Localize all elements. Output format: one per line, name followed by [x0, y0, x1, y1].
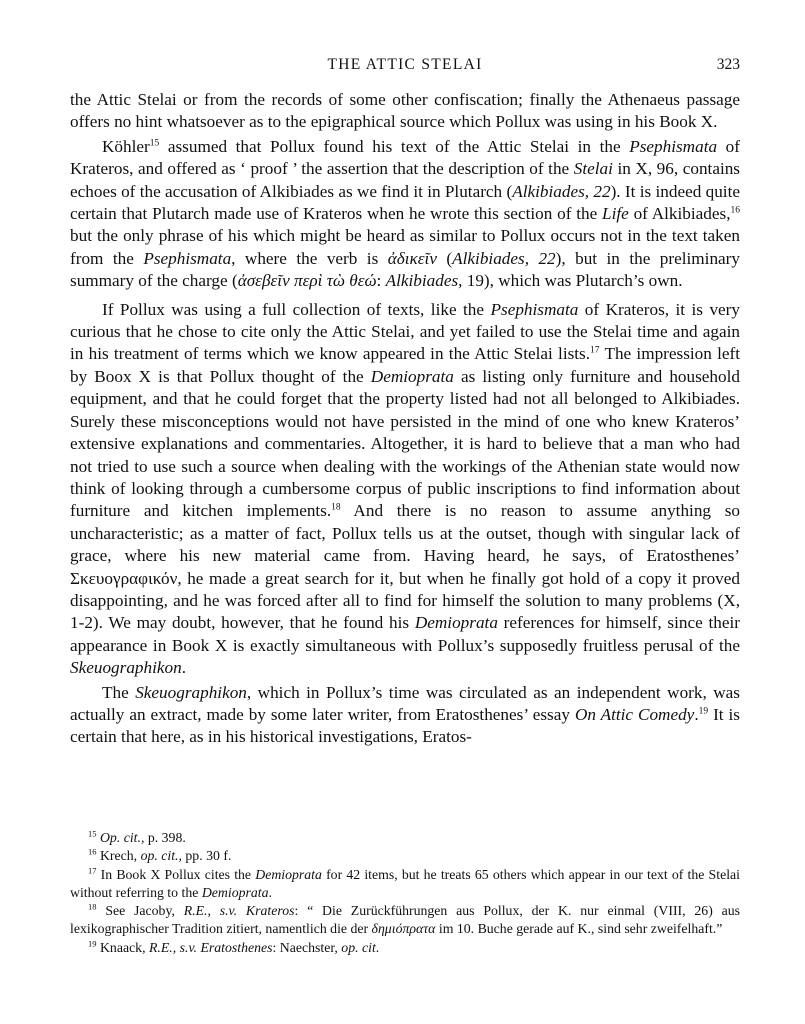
text-span: but the only phrase of his which might be heard as similar to Pollux occurs not in the text taken from the [70, 226, 740, 268]
text-span: the Attic Stelai or from the records of some other confiscation; finally the Athenaeus passage offers no hint whatsoever as to the epigraphical source which Pollux was using in his Book X. [70, 90, 740, 132]
text-span: . [181, 658, 186, 678]
italic-citation: R.E., s.v. Eratosthenes [148, 939, 273, 955]
footnote-number: 16 [88, 846, 97, 857]
paragraph-3 [70, 299, 740, 680]
text-span: Köhler [102, 136, 150, 156]
text-span: . [375, 939, 380, 955]
footnote-ref-19: 19 [698, 706, 709, 717]
page-number: 323 [716, 56, 740, 73]
footnote-number: 17 [88, 865, 97, 875]
footnote-15 [70, 829, 740, 847]
text-span: as listing only furniture and household equipment, and that he could forget that the property listed had not all belonged to Alkibiades. Surely these misconceptions would not have persisted in the mind of one who knew Krateros’ extensive explanations and commentaries. Altogether, it is hard to believe that a man who had not tried to use such a source when dealing with the workings of the Athenian state would now think of looking through a cumbersome corpus of public inscriptions to find information about furniture and kitchen implements. [70, 366, 740, 521]
italic-citation: Alkibiades, [385, 271, 463, 291]
text-span: . [694, 704, 699, 724]
text-span: , which in Pollux’s time was circulated as an independent work, was actually an extract, made by some later writer, from Eratosthenes’ essay [70, 682, 740, 724]
footnote-19 [70, 939, 740, 957]
text-span: . [268, 884, 272, 900]
italic-citation: Op. cit., [99, 830, 145, 845]
text-span: See Jacoby, [105, 903, 184, 919]
italic-title: Stelai [573, 159, 613, 179]
text-span: ), but in the preliminary summary of the charge ( [70, 248, 740, 291]
text-span: p. 398. [144, 830, 186, 845]
paragraph-4 [70, 682, 740, 749]
italic-title: Psephismata [143, 248, 232, 268]
paragraph-1 [70, 89, 740, 134]
italic-citation: Alkibiades, 22 [512, 181, 611, 201]
italic-title: Demioprata [255, 866, 322, 882]
text-span: : [376, 271, 386, 291]
text-span: of Alkibiades, [628, 204, 731, 224]
italic-title: Skeuographikon [135, 682, 247, 702]
footnote-ref-18: 18 [331, 502, 341, 513]
running-title: THE ATTIC STELAI [327, 56, 483, 73]
footnote-number: 19 [88, 938, 97, 949]
body-text [70, 89, 740, 749]
italic-title: Demioprata [370, 366, 454, 386]
italic-title: Life [602, 204, 629, 224]
italic-title: Skeuographikon [70, 658, 182, 678]
text-span: assumed that Pollux found his text of the Attic Stelai in the [159, 136, 630, 156]
footnotes [70, 829, 740, 957]
text-span: of Krateros, and offered as ‘ proof ’ the assertion that the description of the [70, 136, 740, 179]
text-span: In Book X Pollux cites the [100, 866, 256, 882]
footnote-ref-15: 15 [149, 138, 160, 149]
text-span: If Pollux was using a full collection of texts, like the [102, 299, 491, 319]
text-span: , where the verb is [231, 248, 388, 268]
greek-phrase: ἀσεβεῖν περὶ τὼ θεώ [237, 271, 377, 291]
greek-term: ἀδικεῖν [387, 248, 437, 268]
italic-citation: Alkibiades, 22 [452, 248, 556, 268]
italic-title: Demioprata [414, 613, 498, 633]
italic-title: Psephismata [629, 136, 718, 156]
greek-term: δημιόπρατα [371, 921, 436, 937]
text-span: : Naechster, [272, 939, 342, 955]
italic-title: Demioprata [201, 884, 269, 900]
italic-title: On Attic Comedy [574, 704, 695, 724]
text-span: The impression left by Boox X is that Pollux thought of the [70, 344, 740, 386]
footnote-16 [70, 847, 740, 865]
italic-citation: op. cit [341, 939, 376, 955]
text-span: 19), which was Plutarch’s own. [462, 271, 683, 291]
footnote-number: 15 [88, 828, 97, 839]
italic-citation: R.E., s.v. Krateros [183, 903, 295, 919]
text-span: im 10. Buche gerade auf K., sind sehr zweifelhaft.” [435, 921, 723, 937]
text-span: for 42 items, but he treats 65 others which appear in our text of the Stelai without referring to the [70, 866, 740, 900]
text-span: pp. 30 f. [181, 848, 232, 864]
greek-term: Σκευογραφικόν [70, 568, 178, 588]
text-span: ( [436, 248, 453, 268]
text-span: And there is no reason to assume anything so uncharacteristic; as a matter of fact, Pollux tells us at the outset, though with singular lack of grace, where his new material came from. Having heard, he says, of Eratosthenes’ [70, 501, 740, 566]
running-head [70, 56, 740, 78]
text-span: in X, 96, contains echoes of the accusation of Alkibiades as we find it in Plutarch ( [70, 159, 741, 201]
text-span: : “ Die Zurückführungen aus Pollux, der K. nur einmal (VIII, 26) aus lexikographischer Tradition zitiert, namentlich die der [70, 903, 740, 937]
text-span: It is certain that here, as in his historical investigations, Eratos- [70, 704, 740, 747]
text-span: Krech, [99, 848, 141, 864]
text-span: , he made a great search for it, but when he finally got hold of a copy it proved disappointing, and he was forced after all to find for himself the solution to many problems (X, 1-2). We may doubt, however, that he found his [70, 568, 740, 633]
footnote-ref-16: 16 [730, 205, 740, 216]
text-span: of Krateros, it is very curious that he chose to cite only the Attic Stelai, and yet failed to use the Stelai time and again in his treatment of terms which we know appeared in the Attic Stelai lists. [70, 299, 740, 364]
italic-citation: op. cit., [140, 848, 182, 864]
italic-title: Psephismata [490, 299, 579, 319]
text-span: ). It is indeed quite certain that Plutarch made use of Krateros when he wrote this section of the [70, 181, 740, 224]
footnote-number: 18 [88, 901, 97, 912]
footnote-18 [70, 902, 740, 939]
footnote-17 [70, 866, 740, 903]
paragraph-2 [70, 136, 740, 293]
text-span: Knaack, [99, 939, 149, 955]
footnote-ref-17: 17 [590, 345, 600, 356]
text-span: references for himself, since their appearance in Book X is exactly simultaneous with Pollux’s supposedly fruitless perusal of the [70, 613, 740, 655]
text-span: The [102, 682, 136, 702]
